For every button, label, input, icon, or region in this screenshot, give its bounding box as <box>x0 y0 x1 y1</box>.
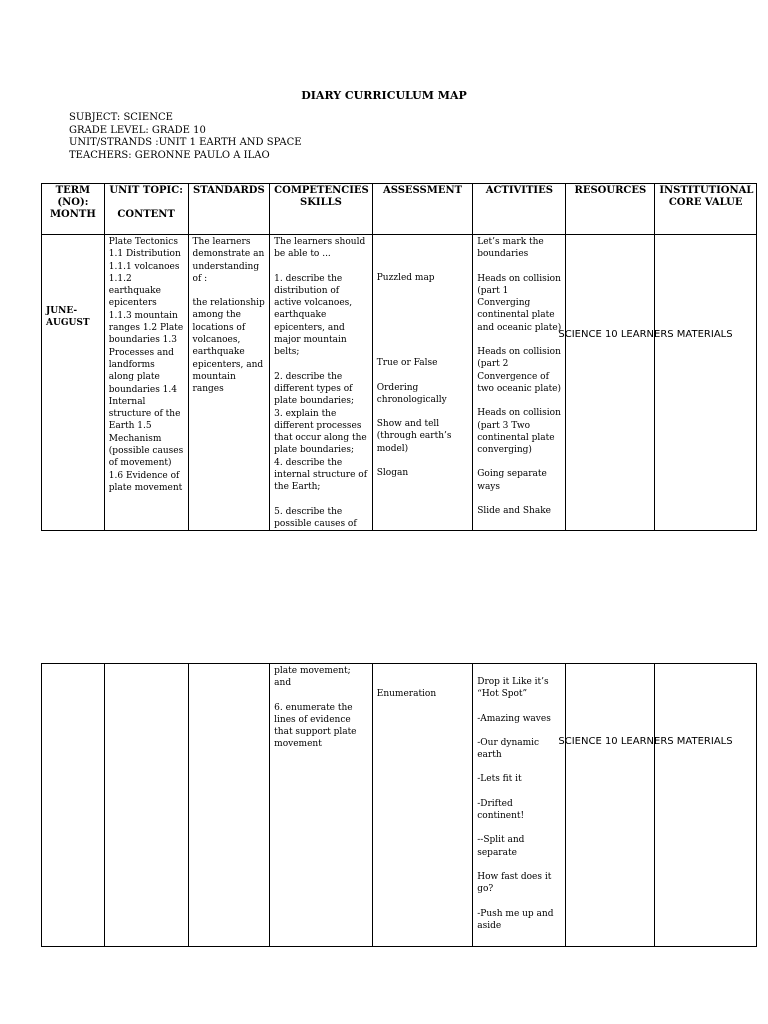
text-line: of : <box>192 273 208 284</box>
text-line: “Hot Spot” <box>477 689 528 700</box>
text-line: internal structure of <box>274 470 368 481</box>
text-line: and <box>274 678 292 689</box>
text-line: Let’s mark the <box>477 237 544 247</box>
text-line: the Earth; <box>274 482 321 493</box>
document-meta <box>69 112 302 162</box>
text-line: epicenters, and <box>274 322 345 333</box>
text-line: movement <box>274 739 322 750</box>
text-line: The learners <box>192 237 251 247</box>
text-line: locations of <box>192 322 246 333</box>
resources-cell <box>558 664 733 947</box>
text-line: major mountain <box>274 335 347 346</box>
text-line: and oceanic plate) <box>477 322 562 333</box>
text-line: Processes and <box>108 347 174 358</box>
text-line: aside <box>477 920 502 931</box>
text-line: continental plate <box>477 310 555 321</box>
text-block <box>477 908 561 933</box>
text-line: The learners should <box>274 237 366 247</box>
text-line: earthquake <box>192 347 245 358</box>
text-line: possible causes of <box>274 518 357 529</box>
text-block <box>274 371 368 494</box>
text-line: boundaries 1.3 <box>108 335 177 346</box>
text-line: 6. enumerate the <box>274 702 353 713</box>
grade-line: GRADE LEVEL: GRADE 10 <box>69 124 206 136</box>
text-line: understanding <box>192 261 260 272</box>
assessment-cell: Puzzled map True or False Ordering chronologically Show and tell (through earth’s model) Slogan <box>372 235 472 531</box>
text-block <box>477 676 561 701</box>
text-line: epicenters, and <box>192 359 264 370</box>
text-line: earthquake <box>108 286 161 297</box>
text-line: the relationship <box>192 298 265 309</box>
text-line: be able to ... <box>274 249 331 260</box>
teachers-line: TEACHERS: GERONNE PAULO A ILAO <box>69 149 270 161</box>
text-line: 4. describe the <box>274 457 343 468</box>
text-line: continent! <box>477 811 525 822</box>
text-line: belts; <box>274 347 300 358</box>
resources-text: SCIENCE 10 LEARNERS MATERIALS <box>558 736 733 747</box>
text-block <box>109 236 184 494</box>
document-title: DIARY CURRICULUM MAP <box>301 89 467 102</box>
header-term: TERM (NO): MONTH <box>42 184 105 235</box>
text-line: different processes <box>274 420 362 431</box>
activities-cell: Drop it Like it’s “Hot Spot” -Amazing waves -Our dynamic earth -Lets fit it -Drifted continent! --Split and separate How fast does it go? -Push me up and aside <box>473 664 566 947</box>
table-row <box>42 664 757 947</box>
text-line: epicenters <box>108 298 157 309</box>
text-line: 1.6 Evidence of <box>108 470 180 481</box>
text-line: (part 3 Two <box>477 420 531 431</box>
text-line: plate movement; <box>274 666 351 676</box>
text-line: Going separate <box>477 469 547 480</box>
text-block <box>274 506 368 531</box>
text-line: Heads on collision <box>477 273 561 284</box>
text-line: that occur along the <box>274 433 367 444</box>
text-line: ranges <box>192 384 224 395</box>
core-value-cell <box>655 664 757 947</box>
text-line: of movement) <box>108 458 172 469</box>
unit-line: UNIT/STRANDS :UNIT 1 EARTH AND SPACE <box>69 137 302 148</box>
text-line: 1.1.1 volcanoes <box>108 261 180 272</box>
text-line: volcanoes, <box>192 335 241 346</box>
text-line: continental plate <box>477 432 555 443</box>
text-line: boundaries <box>477 249 529 260</box>
standards-cell <box>188 664 270 947</box>
text-line: lines of evidence <box>274 714 351 725</box>
header-resources: RESOURCES <box>566 184 655 235</box>
text-line: Converging <box>477 298 531 309</box>
text-block <box>477 798 561 823</box>
text-line: go? <box>477 884 494 895</box>
subject-line: SUBJECT: SCIENCE <box>69 112 173 123</box>
text-line: Heads on collision <box>477 347 561 358</box>
text-line: landforms <box>108 359 155 370</box>
text-line: Drop it Like it’s <box>477 677 549 687</box>
text-line: Internal <box>108 396 146 407</box>
content-cell <box>104 664 188 947</box>
term-cell <box>42 664 105 947</box>
header-unit-topic: UNIT TOPIC: CONTENT <box>104 184 188 235</box>
text-line: earthquake <box>274 310 327 321</box>
curriculum-table-page2 <box>41 663 757 947</box>
text-line: -Drifted <box>477 798 513 809</box>
text-line: converging) <box>477 445 532 456</box>
text-line: distribution of <box>274 285 340 296</box>
term-cell: JUNE- AUGUST <box>42 235 105 531</box>
text-line: mountain <box>192 371 236 382</box>
text-line: (part 2 <box>477 359 509 370</box>
text-line: ranges 1.2 Plate <box>108 323 184 334</box>
text-line: Earth 1.5 <box>108 421 152 432</box>
text-line: different types of <box>274 383 353 394</box>
text-block <box>274 273 368 359</box>
text-line: 5. describe the <box>274 506 343 517</box>
header-row <box>42 184 757 235</box>
text-line: (possible causes <box>108 446 184 457</box>
text-block <box>477 273 561 334</box>
text-block <box>477 737 561 762</box>
text-block <box>477 468 561 493</box>
text-line: plate boundaries; <box>274 396 355 407</box>
text-line: boundaries 1.4 <box>108 384 177 395</box>
text-line: active volcanoes, <box>274 298 353 309</box>
competencies-cell <box>270 664 373 947</box>
text-line: plate boundaries; <box>274 445 355 456</box>
text-block <box>477 236 561 261</box>
text-line: --Split and <box>477 835 525 846</box>
text-line: -Push me up and <box>477 908 554 919</box>
text-line: that support plate <box>274 727 357 738</box>
header-core-value: INSTITUTIONAL CORE VALUE <box>655 184 757 235</box>
text-block <box>193 297 266 395</box>
assessment-cell: Enumeration <box>372 664 472 947</box>
text-line: (part 1 <box>477 285 509 296</box>
text-block <box>274 236 368 261</box>
text-block <box>477 834 561 859</box>
curriculum-table-page1 <box>41 183 757 531</box>
text-line: 1.1 Distribution <box>108 249 181 260</box>
text-line: 3. explain the <box>274 408 337 419</box>
core-value-cell <box>655 235 757 531</box>
activities-cell: Let’s mark the boundaries Heads on collision (part 1 Converging continental plate and oceanic plate) Heads on collision (part 2 Convergence of two oceanic plate) Heads on collision (part 3 Two continental plate converging) Going separate ways Slide and Shake <box>473 235 566 531</box>
text-line: 1. describe the <box>274 273 343 284</box>
text-line: 1.1.3 mountain <box>108 310 178 321</box>
header-activities: ACTIVITIES <box>473 184 566 235</box>
text-block <box>477 346 561 395</box>
text-line: among the <box>192 310 242 321</box>
text-line: -Our dynamic <box>477 737 540 748</box>
text-block <box>477 871 561 896</box>
text-line: Plate Tectonics <box>108 237 178 247</box>
text-block <box>274 702 368 751</box>
text-line: Convergence of <box>477 371 549 382</box>
text-line: demonstrate an <box>192 249 265 260</box>
resources-cell <box>558 235 733 531</box>
text-block <box>274 665 368 690</box>
text-line: along plate <box>108 372 160 383</box>
text-line: How fast does it <box>477 871 552 882</box>
standards-cell <box>188 235 270 531</box>
text-line: separate <box>477 847 517 858</box>
text-line: structure of the <box>108 409 181 420</box>
text-line: Heads on collision <box>477 408 561 419</box>
text-line: plate movement <box>108 482 183 493</box>
text-line: earth <box>477 750 502 761</box>
text-block <box>193 236 266 285</box>
header-competencies: COMPETENCIES SKILLS <box>270 184 373 235</box>
competencies-cell <box>270 235 373 531</box>
text-line: two oceanic plate) <box>477 383 562 394</box>
text-block <box>477 407 561 456</box>
text-line: Mechanism <box>108 433 162 444</box>
header-assessment: ASSESSMENT <box>372 184 472 235</box>
content-cell <box>104 235 188 531</box>
table-row <box>42 235 757 531</box>
text-line: 2. describe the <box>274 371 343 382</box>
text-line: 1.1.2 <box>108 273 132 284</box>
text-line: ways <box>477 481 501 492</box>
header-standards: STANDARDS <box>188 184 270 235</box>
resources-text: SCIENCE 10 LEARNERS MATERIALS <box>558 329 733 340</box>
